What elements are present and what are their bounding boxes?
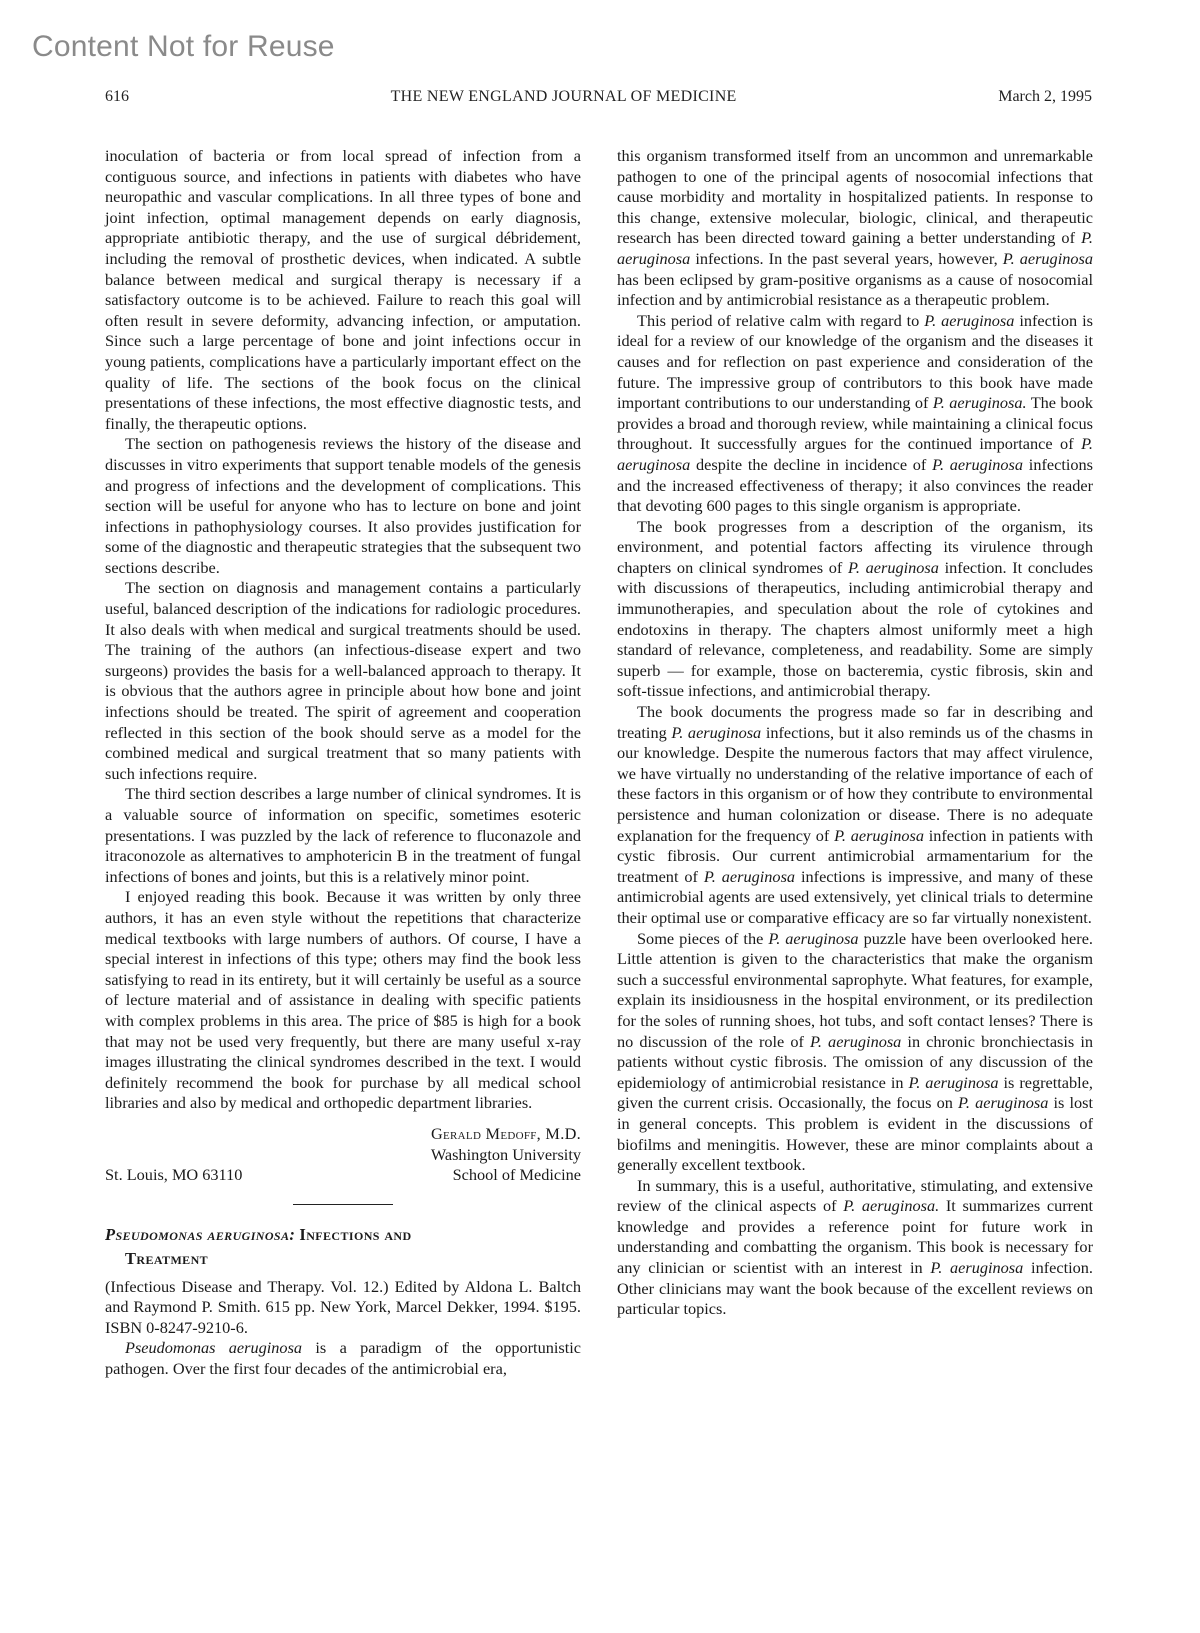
reviewer-signature [105, 1124, 581, 1186]
reviewer-name: Gerald Medoff, M.D. [430, 1123, 581, 1143]
left-column [105, 146, 581, 1380]
paragraph [617, 1176, 1093, 1320]
watermark: Content Not for Reuse [32, 30, 335, 63]
journal-title: THE NEW ENGLAND JOURNAL OF MEDICINE [390, 88, 737, 105]
text-run: infection. It concludes with discussions of therapeutics, including antimicrobial therapy and immunotherapies, and speculation about the role of cytokines and endotoxins in therapy. The chapters almost uniformly meet a high standard of relevance, completeness, and readability. Some are simply superb — for example, those on bacteremia, cystic fibrosis, skin and soft-tissue infections, and antimicrobial therapy. [617, 557, 1093, 701]
book-title [105, 1223, 581, 1271]
paragraph [617, 311, 1093, 517]
paragraph [617, 702, 1093, 929]
issue-date: March 2, 1995 [998, 88, 1092, 105]
italic-run: P. aeruginosa. [932, 393, 1027, 413]
text-run: infection. Other clinicians may want the book because of the excellent reviews on particular topics. [617, 1258, 1093, 1319]
text-run: The book documents the progress made so far in describing and treating [617, 702, 1093, 742]
italic-run: P. aeruginosa [703, 866, 796, 886]
italic-run: P. aeruginosa [617, 434, 1093, 474]
text-run: despite the decline in incidence of [690, 454, 933, 474]
paragraph: inoculation of bacteria or from local spread of infection from a contiguous source, and infections in patients with diabetes who have neuropathic and vascular complications. In all three types of bone and joint infection, optimal management depends on early diagnosis, appropriate antibiotic therapy, and the use of surgical débridement, including the removal of prosthetic devices, when indicated. A subtle balance between medical and surgical therapy is necessary if a satisfactory outcome is to be achieved. Failure to reach this goal will often result in severe deformity, advancing infection, or amputation. Since such a large percentage of bone and joint infections occur in young patients, complications have a particularly important effect on the quality of life. The sections of the book focus on the clinical presentations of these infections, the most effective diagnostic tests, and finally, the therapeutic options. [105, 146, 581, 433]
text-run: infections, but it also reminds us of the chasms in our knowledge. Despite the numerous factors that may affect virulence, we have virtually no understanding of the relative importance of each of these factors in this organism or of how they contribute to environmental persistence and human colonization or disease. There is no adequate explanation for the frequency of [617, 722, 1093, 845]
text-run: The book provides a broad and thorough review, while maintaining a clinical focus throughout. It successfully argues for the continued importance of [617, 393, 1093, 454]
paragraph [105, 1338, 581, 1379]
italic-run: P. aeruginosa [932, 454, 1024, 474]
paragraph: The section on pathogenesis reviews the history of the disease and discusses in vitro experiments that support tenable models of the genesis and progress of infections and the development of complications. This section will be useful for anyone who has to lecture on bone and joint infections in pathophysiology courses. It also provides justification for some of the diagnostic and therapeutic strategies that the subsequent two sections describe. [105, 434, 581, 577]
text-run: puzzle have been overlooked here. Little attention is given to the characteristics that make the organism such a successful environmental saprophyte. What features, for example, explain its insidiousness in the hospital environment, or its predilection for the soles of running shoes, hot tubs, and soft contact lenses? There is no discussion of the role of [617, 928, 1093, 1051]
right-column [617, 146, 1093, 1320]
text-run: infections. In the past several years, however, [690, 248, 1003, 268]
paragraph: The third section describes a large number of clinical syndromes. It is a valuable source of information on specific, sometimes esoteric presentations. I was puzzled by the lack of reference to fluconazole and itraconozole as alternatives to amphotericin B in the treatment of fungal infections of bones and joints, but this is a relatively minor point. [105, 784, 581, 886]
paragraph [617, 517, 1093, 702]
italic-run: P. aeruginosa [768, 928, 859, 948]
book-title-italic: Pseudomonas aeruginosa: [105, 1224, 296, 1244]
book-title-line2: Treatment [125, 1248, 209, 1268]
text-run: infection is ideal for a review of our knowledge of the organism and the diseases it causes and for reflection on past experience and consideration of the future. The impressive group of contributors to this book have made important contributions to our understanding of [617, 310, 1093, 413]
italic-run: P. aeruginosa [908, 1072, 999, 1092]
paragraph: I enjoyed reading this book. Because it was written by only three authors, it has an even style without the repetitions that characterize medical textbooks with large numbers of authors. Of course, I have a special interest in infections of this type; others may find the book less satisfying to read in its entirety, but it will certainly be useful as a source of lecture material and of assistance in dealing with specific patients with complex problems in this area. The price of $85 is high for a book that may not be used very frequently, but there are many useful x-ray images illustrating the clinical syndromes described in the text. I would definitely recommend the book for purchase by all medical school libraries and also by medical and orthopedic department libraries. [105, 887, 581, 1113]
text-run: The book progresses from a description of the organism, its environment, and potential factors affecting its virulence through chapters on clinical syndromes of [617, 516, 1093, 577]
reviewer-block [431, 1124, 581, 1186]
italic-run: Pseudomonas aeruginosa [125, 1338, 303, 1358]
text-run: infections is impressive, and many of these antimicrobial agents are used extensively, yet clinical trials to determine their optimal use or comparative efficacy are so far virtually nonexistent. [617, 866, 1093, 927]
text-run: this organism transformed itself from an uncommon and unremarkable pathogen to one of the principal agents of nosocomial infections that cause morbidity and mortality in hospitalized patients. In response to this change, extensive molecular, biologic, clinical, and therapeutic research has been directed toward gaining a better understanding of [617, 146, 1093, 248]
reviewer-location: St. Louis, MO 63110 [105, 1165, 243, 1185]
text-run: is regrettable, given the current crisis. Occasionally, the focus on [617, 1072, 1093, 1113]
text-run: It summarizes current knowledge and provides a reference point for future work in understanding and combatting the organism. This book is necessary for any clinician or scientist with an interest in [617, 1196, 1093, 1278]
text-run: In summary, this is a useful, authoritative, stimulating, and extensive review of the clinical aspects of [617, 1175, 1093, 1216]
paragraph [617, 929, 1093, 1176]
italic-run: P. aeruginosa [617, 228, 1093, 268]
italic-run: P. aeruginosa [1002, 248, 1093, 268]
text-run: is lost in general concepts. This problem is evident in the discussions of biofilms and meningitis. However, these are minor complaints about a generally excellent textbook. [617, 1093, 1093, 1175]
italic-run: P. aeruginosa [958, 1093, 1049, 1113]
italic-run: P. aeruginosa [810, 1031, 902, 1051]
italic-run: P. aeruginosa [834, 825, 924, 845]
book-title-rest: Infections and [299, 1224, 412, 1244]
paragraph: The section on diagnosis and management contains a particularly useful, balanced description of the indications for radiologic procedures. It also deals with when medical and surgical treatments should be used. The training of the authors (an infectious-disease expert and two surgeons) provides the basis for a well-balanced approach to therapy. It is obvious that the authors agree in principle about how bone and joint infections should be treated. The spirit of agreement and cooperation reflected in this section of the book should serve as a model for the combined medical and surgical treatment that so many patients with such infections require. [105, 578, 581, 783]
text-run: infections and the increased effectiveness of therapy; it also convinces the reader that devoting 600 pages to this single organism is appropriate. [617, 454, 1093, 516]
text-run: has been eclipsed by gram-positive organisms as a cause of nosocomial infection and by antimicrobial resistance as a therapeutic problem. [617, 269, 1093, 310]
running-head [105, 88, 1092, 106]
paragraph [617, 146, 1093, 311]
text-run: infection in patients with cystic fibrosis. Our current antimicrobial armamentarium for the treatment of [617, 825, 1093, 886]
text-run: in chronic bronchiectasis in patients without cystic fibrosis. The omission of any discussion of the epidemiology of antimicrobial resistance in [617, 1031, 1093, 1092]
section-divider [293, 1204, 393, 1205]
italic-run: P. aeruginosa [848, 557, 939, 577]
italic-run: P. aeruginosa [930, 1258, 1024, 1278]
text-run: This period of relative calm with regard to [637, 310, 925, 330]
italic-run: P. aeruginosa. [843, 1196, 940, 1216]
book-bibliographic-info: (Infectious Disease and Therapy. Vol. 12.) Edited by Aldona L. Baltch and Raymond P. Smith. 615 pp. New York, Marcel Dekker, 1994. $195. ISBN 0-8247-9210-6. [105, 1276, 581, 1337]
text-run: is a paradigm of the opportunistic pathogen. Over the first four decades of the antimicrobial era, [105, 1338, 581, 1379]
page-number: 616 [105, 88, 129, 105]
italic-run: P. aeruginosa [671, 722, 762, 742]
italic-run: P. aeruginosa [924, 310, 1015, 330]
reviewer-affiliation: School of Medicine [452, 1165, 581, 1185]
text-run: Some pieces of the [637, 928, 769, 948]
reviewer-affiliation: Washington University [430, 1144, 581, 1164]
